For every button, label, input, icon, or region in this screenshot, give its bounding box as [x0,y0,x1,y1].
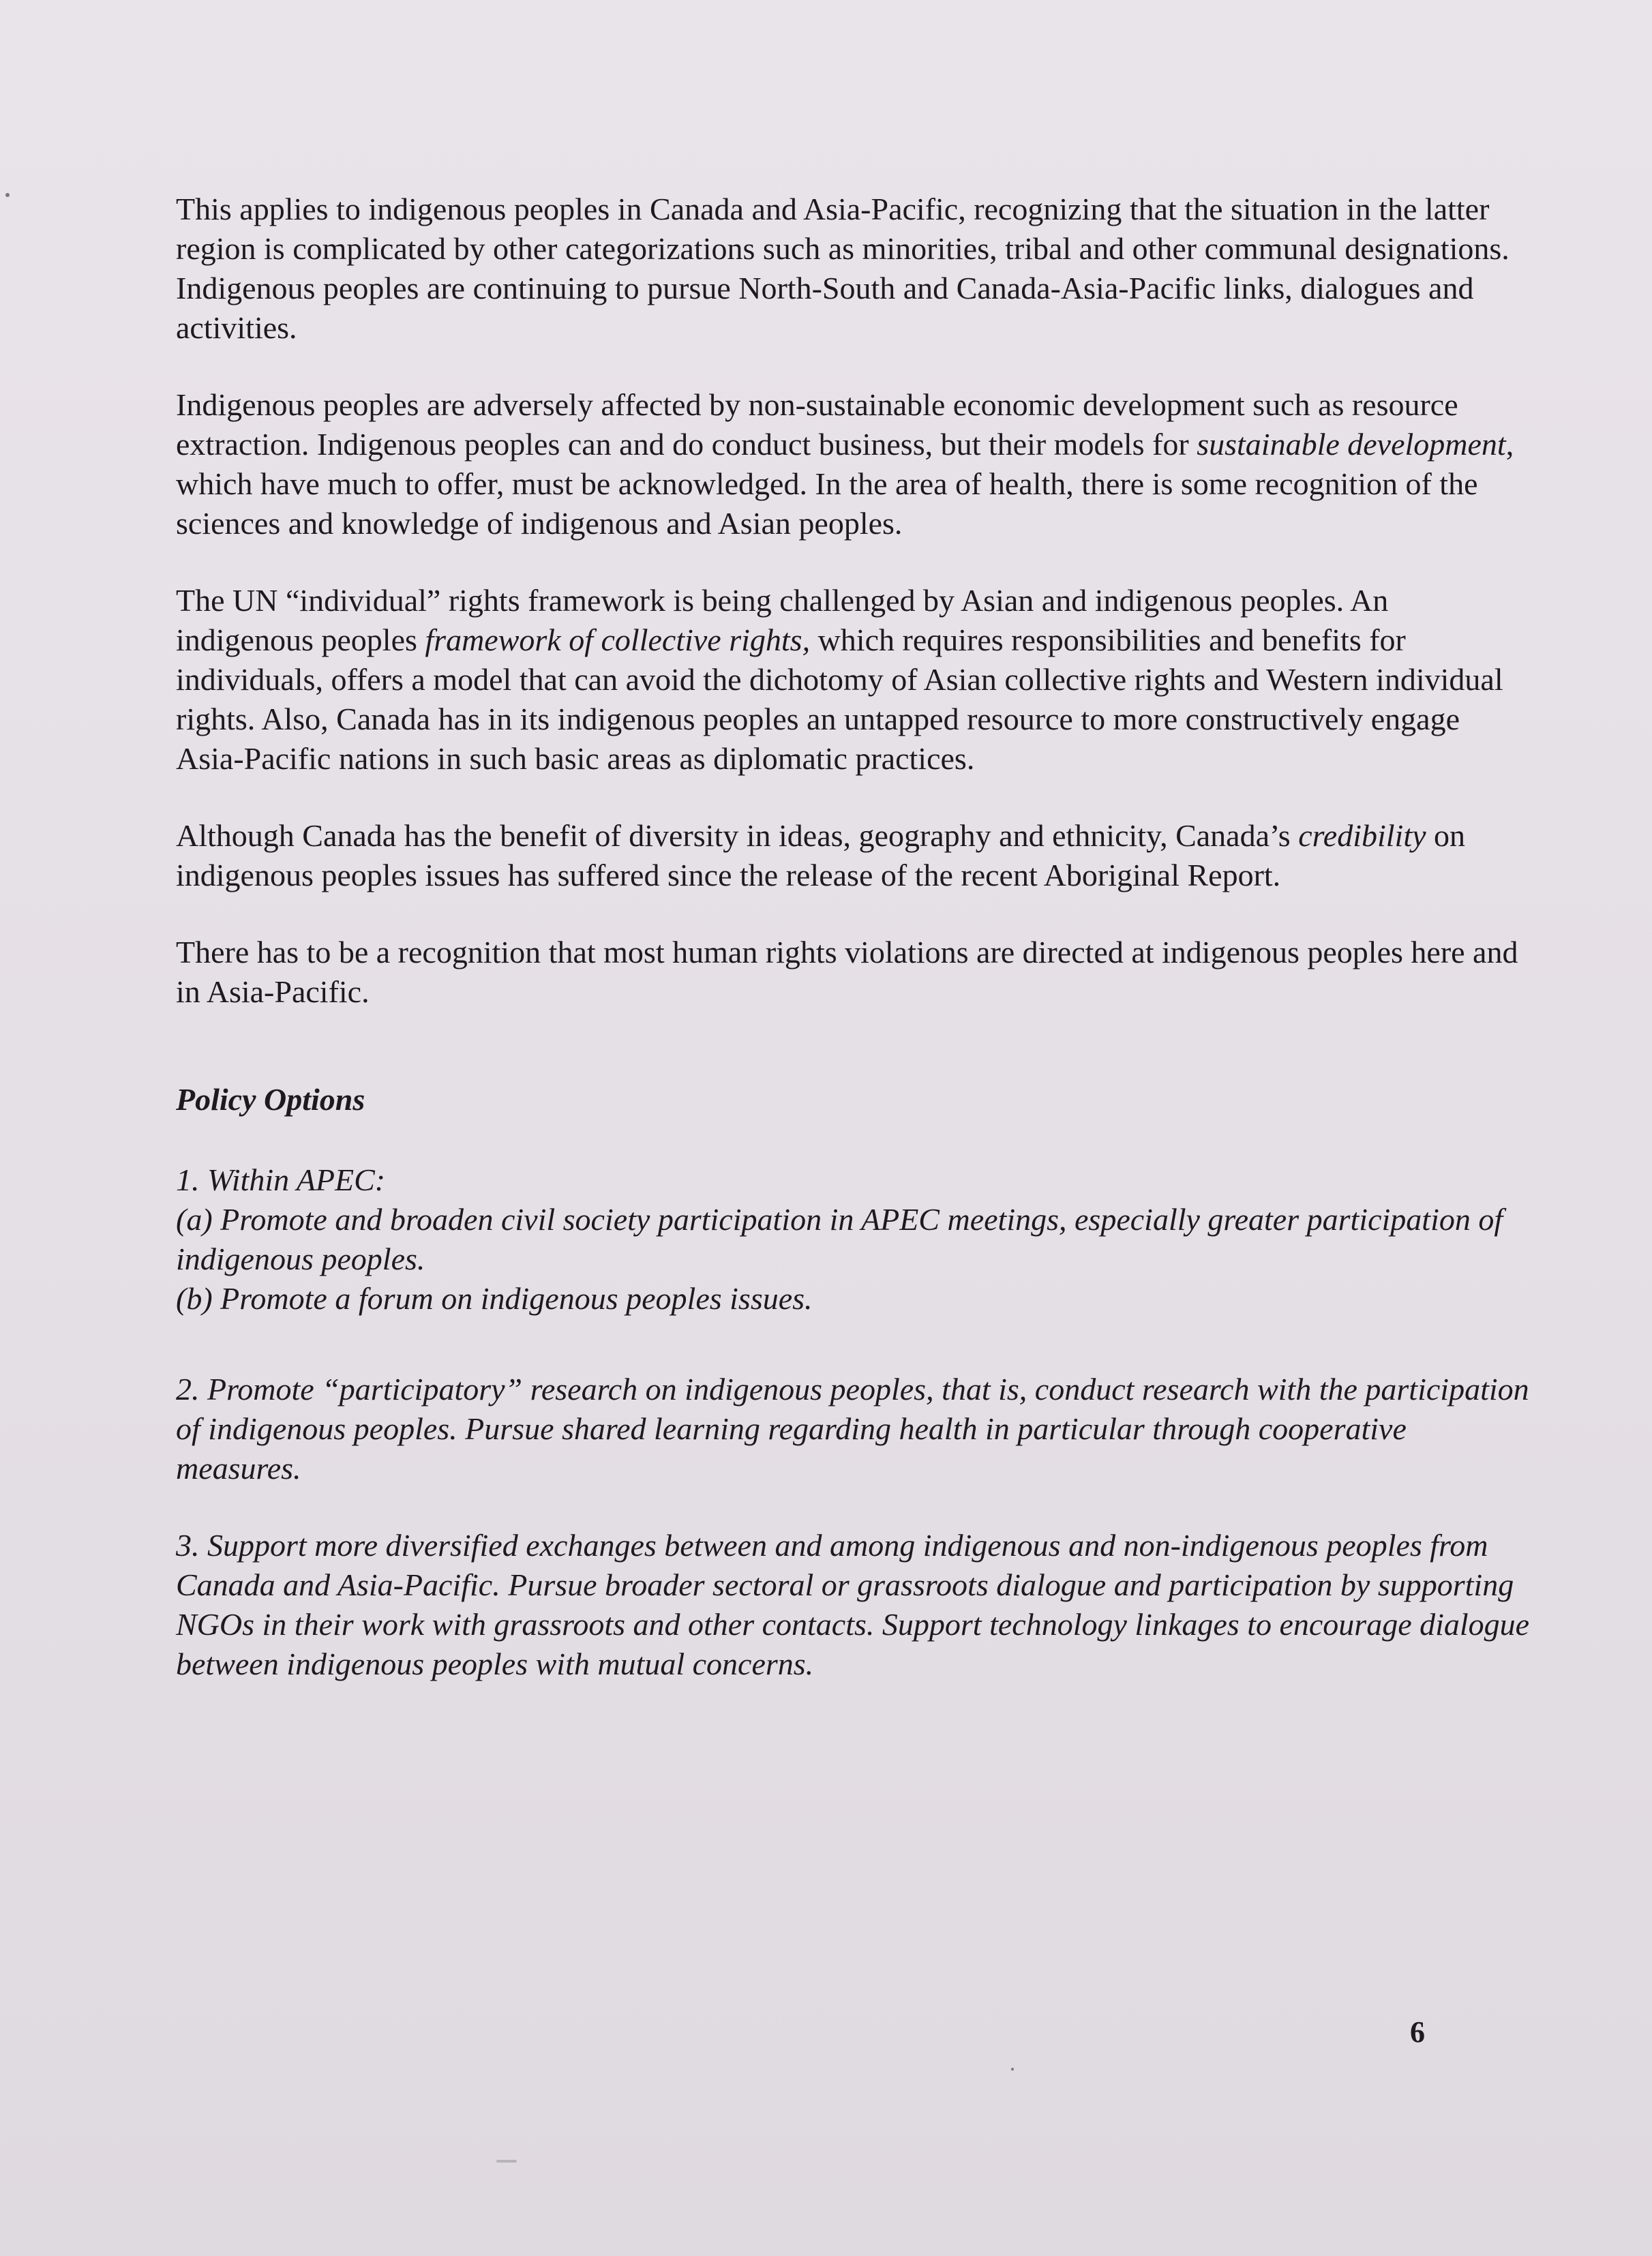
emphasis-collective-rights: framework of collective rights, [425,622,811,657]
paragraph-collective-rights [176,581,1533,779]
policy-option-3 [176,1526,1533,1684]
paragraph-text: The UN “individual” rights framework is being challenged by Asian and indigenous peoples. An indigenous peoples [176,583,1389,657]
policy-option-3-text: 3. Support more diversified exchanges between and among indigenous and non-indigenous peoples from Canada and Asia-Pacific. Pursue broader sectoral or grassroots dialogue and participation by supporting NGOs in their work with grassroots and other contacts. Support technology linkages to encourage dialogue between indigenous peoples with mutual concerns. [176,1528,1530,1681]
policy-option-1a: (a) Promote and broaden civil society participation in APEC meetings, especially greater participation of indigenous peoples. [176,1202,1503,1276]
policy-option-1-title: 1. Within APEC: [176,1162,386,1197]
policy-option-1 [176,1160,1533,1319]
paragraph-text: on indigenous peoples issues has suffered since the release of the recent Aboriginal Report. [176,818,1466,892]
emphasis-sustainable-development: sustainable development [1197,427,1506,462]
paragraph-sustainable-development [176,385,1533,543]
scan-speck [1011,2068,1014,2071]
policy-option-2-text: 2. Promote “participatory” research on indigenous peoples, that is, conduct research with the participation of indigenous peoples. Pursue shared learning regarding health in particular through cooperative measures. [176,1372,1529,1486]
paragraph-credibility [176,816,1533,895]
policy-option-1b: (b) Promote a forum on indigenous peoples issues. [176,1281,813,1316]
page-number: 6 [1410,2015,1425,2049]
paragraph-text: Although Canada has the benefit of diversity in ideas, geography and ethnicity, Canada’s [176,818,1299,853]
policy-options-heading: Policy Options [176,1082,365,1117]
paragraph-text: Indigenous peoples are adversely affected by non-sustainable economic development such as resource extraction. Indigenous peoples can and do conduct business, but their models for [176,387,1458,462]
scan-speck [5,193,10,197]
paragraph-human-rights-violations: There has to be a recognition that most human rights violations are directed at indigenous peoples here and in Asia-Pacific. [176,935,1518,1009]
paragraph-text: , which have much to offer, must be acknowledged. In the area of health, there is some recognition of the sciences and knowledge of indigenous and Asian peoples. [176,427,1514,541]
emphasis-credibility: credibility [1298,818,1426,853]
policy-option-2 [176,1370,1533,1488]
paragraph-indigenous-canada-asia: This applies to indigenous peoples in Canada and Asia-Pacific, recognizing that the situation in the latter region is complicated by other categorizations such as minorities, tribal and other communal designations. Indigenous peoples are continuing to pursue North-South and Canada-Asia-Pacific links, dialogues and activities. [176,192,1510,345]
paragraph-text: which requires responsibilities and benefits for individuals, offers a model that can avoid the dichotomy of Asian collective rights and Western individual rights. Also, Canada has in its indigenous peoples an untapped resource to more constructively engage Asia-Pacific nations in such basic areas as diplomatic practices. [176,622,1503,776]
scan-speck [496,2160,517,2163]
document-body [176,190,1533,1721]
